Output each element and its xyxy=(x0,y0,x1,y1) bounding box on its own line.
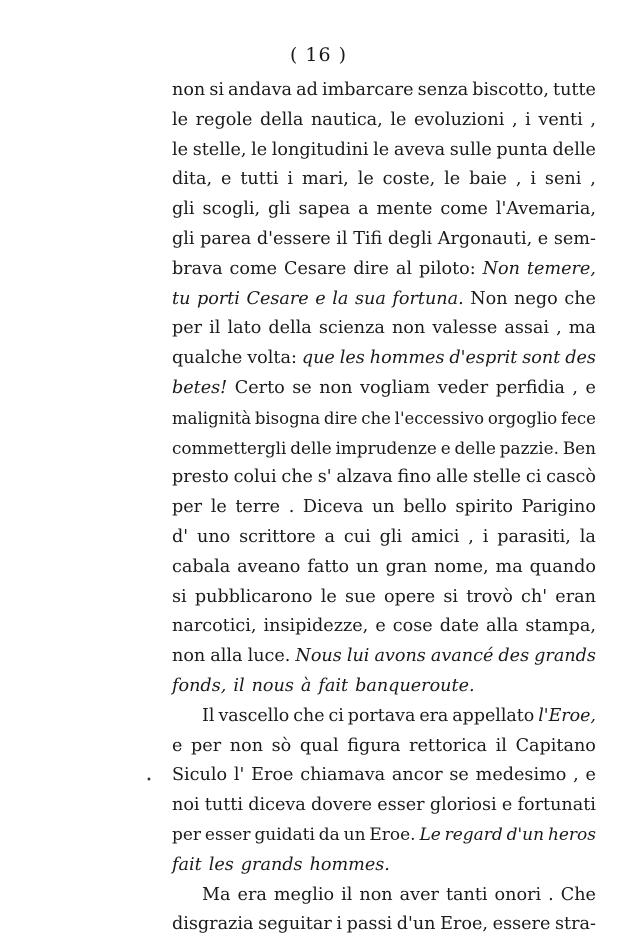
word: , xyxy=(511,109,518,130)
word: senza xyxy=(417,80,469,100)
text-line xyxy=(172,76,596,106)
word: il xyxy=(341,884,353,905)
text-line xyxy=(172,881,596,911)
italic-word: à xyxy=(300,675,312,696)
italic-word: il xyxy=(233,675,245,696)
word: stra- xyxy=(555,914,596,935)
word: valesse xyxy=(432,318,498,339)
word: si xyxy=(209,80,224,100)
word: dire xyxy=(323,408,358,428)
word: perfidia xyxy=(495,377,565,398)
word: mari, xyxy=(301,169,349,190)
word: le xyxy=(444,169,461,190)
word: le xyxy=(320,586,337,607)
word: , xyxy=(573,765,579,786)
word: presto xyxy=(172,467,229,488)
italic-word: l'Eroe, xyxy=(538,705,596,726)
word: l'eccessivo xyxy=(394,408,485,428)
word: Che xyxy=(560,884,596,905)
word: della xyxy=(259,109,304,130)
word: malignità xyxy=(172,408,252,428)
word: tutte xyxy=(553,80,596,100)
text-line xyxy=(172,463,596,493)
word: meglio xyxy=(273,884,335,905)
word: longitudini xyxy=(271,139,369,160)
italic-word: betes! xyxy=(172,377,228,398)
word: gran xyxy=(385,556,428,577)
word: colui xyxy=(233,467,277,488)
text-line xyxy=(172,732,596,762)
word: alle xyxy=(435,467,469,488)
word: amici xyxy=(411,526,460,547)
word: Cesare xyxy=(284,258,347,279)
word: che xyxy=(281,467,313,488)
word: biscotto, xyxy=(472,80,549,100)
word: cascò xyxy=(546,467,596,488)
word: venti xyxy=(538,109,583,130)
word: le xyxy=(251,139,268,160)
word: nego xyxy=(514,288,558,309)
word: cabala xyxy=(172,556,231,577)
word: vogliam xyxy=(360,377,431,398)
ink-speck: • xyxy=(146,775,152,786)
word: non xyxy=(172,80,206,100)
word: , xyxy=(556,318,562,339)
word: passi xyxy=(346,914,393,935)
word: dire xyxy=(353,258,389,279)
word: da xyxy=(318,824,340,845)
word: bisogna xyxy=(254,408,321,428)
word: era xyxy=(237,884,267,905)
word: evoluzioni xyxy=(414,109,505,130)
word: eran xyxy=(555,586,596,607)
text-line xyxy=(172,255,596,285)
italic-word: des xyxy=(498,646,530,667)
text-line xyxy=(172,523,596,553)
word: Ma xyxy=(202,884,231,905)
word: spirito xyxy=(455,497,513,518)
word: veder xyxy=(437,377,489,398)
word: qual xyxy=(299,735,339,756)
word: per xyxy=(172,497,203,518)
word: d' xyxy=(172,526,189,547)
word: i xyxy=(525,109,531,130)
word: imprudenze xyxy=(335,437,437,458)
word: le xyxy=(373,139,390,160)
word: stelle, xyxy=(192,139,247,160)
italic-word: hommes. xyxy=(309,854,390,875)
word: non xyxy=(359,884,393,905)
italic-word: fortuna. xyxy=(392,288,464,309)
word: figura xyxy=(347,735,401,756)
italic-word: les xyxy=(208,854,234,875)
word: non xyxy=(172,646,206,667)
word: esser xyxy=(204,824,251,845)
italic-word: fait xyxy=(172,854,202,875)
text-line xyxy=(172,702,596,732)
word: degli xyxy=(387,228,433,249)
word: disgrazia xyxy=(172,914,254,935)
word: delle xyxy=(454,437,496,458)
italic-word: temere, xyxy=(526,258,596,279)
word: che xyxy=(293,705,325,726)
word: Eroe, xyxy=(440,914,489,935)
text-line xyxy=(172,791,596,821)
text-line xyxy=(172,612,596,642)
word: pazzie. xyxy=(499,437,559,458)
word: si xyxy=(443,586,458,607)
text-line xyxy=(172,344,596,374)
text-line xyxy=(172,106,596,136)
word: come xyxy=(440,199,488,220)
italic-word: Non xyxy=(482,258,520,279)
word: parasiti, xyxy=(497,526,571,547)
word: Tifi xyxy=(353,228,383,249)
word: scrittore xyxy=(239,526,316,547)
word: alzava xyxy=(336,467,393,488)
word: fortunati xyxy=(517,795,596,816)
word: appellato xyxy=(452,705,535,726)
word: diceva xyxy=(248,795,306,816)
word: ad xyxy=(296,80,318,100)
word: che xyxy=(361,408,391,428)
word: aveano xyxy=(237,556,301,577)
word: baie xyxy=(469,169,507,190)
word: aver xyxy=(399,884,439,905)
word: Il xyxy=(202,705,215,726)
word: portava xyxy=(347,705,416,726)
italic-word: avancé xyxy=(430,646,494,667)
text-line xyxy=(172,285,596,315)
word: nautica, xyxy=(310,109,383,130)
word: per xyxy=(172,824,202,845)
word: fino xyxy=(397,467,432,488)
text-line xyxy=(172,672,596,702)
italic-word: sont xyxy=(522,348,561,369)
word: imbarcare xyxy=(321,80,414,100)
word: Parigino xyxy=(521,497,596,518)
word: a xyxy=(324,526,336,547)
word: fece xyxy=(561,408,596,428)
word: d'un xyxy=(396,914,436,935)
italic-word: heros xyxy=(547,824,596,845)
word: che xyxy=(564,288,596,309)
word: piloto: xyxy=(418,258,476,279)
italic-word: fonds, xyxy=(172,675,227,696)
word: regole xyxy=(195,109,253,130)
word: ma xyxy=(495,556,523,577)
word: seni xyxy=(544,169,582,190)
body-text xyxy=(172,76,596,940)
word: il xyxy=(495,735,507,756)
text-line xyxy=(172,314,596,344)
word: Non xyxy=(470,288,508,309)
word: qualche xyxy=(172,348,243,369)
word: le xyxy=(357,169,374,190)
word: onori xyxy=(494,884,542,905)
word: brava xyxy=(172,258,223,279)
page-number: ( 16 ) xyxy=(289,44,348,66)
word: Ben xyxy=(562,437,596,458)
word: tanti xyxy=(445,884,488,905)
word: sò xyxy=(271,735,292,756)
word: le xyxy=(210,497,227,518)
word: s' xyxy=(317,467,332,488)
word: quando xyxy=(529,556,596,577)
word: , xyxy=(468,526,474,547)
word: scienza xyxy=(318,318,385,339)
word: cui xyxy=(343,526,371,547)
italic-word: Le xyxy=(419,824,441,845)
word: rettorica xyxy=(409,735,488,756)
word: alla xyxy=(486,616,519,637)
word: Eroe xyxy=(251,765,294,786)
word: ch' xyxy=(521,586,548,607)
text-line xyxy=(172,493,596,523)
word: Diceva xyxy=(302,497,364,518)
italic-word: hommes xyxy=(369,348,445,369)
word: sapea xyxy=(298,199,351,220)
word: Capitano xyxy=(515,735,596,756)
word: l' xyxy=(233,765,245,786)
word: i xyxy=(530,169,536,190)
word: scogli, xyxy=(202,199,261,220)
word: sulle xyxy=(449,139,492,160)
word: un xyxy=(343,824,366,845)
word: andava xyxy=(228,80,293,100)
word: gli xyxy=(268,199,291,220)
word: e xyxy=(537,228,549,249)
word: trovò xyxy=(466,586,513,607)
word: esser xyxy=(377,795,425,816)
text-line xyxy=(172,165,596,195)
word: delle xyxy=(290,437,332,458)
word: essere xyxy=(492,914,551,935)
word: e xyxy=(585,765,596,786)
word: ci xyxy=(525,467,542,488)
word: nome, xyxy=(434,556,489,577)
text-line xyxy=(172,195,596,225)
word: parea xyxy=(200,228,252,249)
word: ma xyxy=(568,318,596,339)
word: e xyxy=(220,169,232,190)
text-line xyxy=(172,583,596,613)
italic-word: banqueroute. xyxy=(355,675,475,696)
word: e xyxy=(501,795,513,816)
word: medesimo xyxy=(475,765,567,786)
word: vascello xyxy=(218,705,290,726)
word: stelle xyxy=(472,467,522,488)
word: e xyxy=(585,377,596,398)
italic-word: porti xyxy=(196,288,240,309)
word: tutti xyxy=(204,795,243,816)
word: , xyxy=(572,377,579,398)
word: per xyxy=(172,318,203,339)
italic-word: grands xyxy=(240,854,303,875)
word: il xyxy=(209,318,221,339)
word: insipidezze, xyxy=(263,616,369,637)
word: le xyxy=(390,109,407,130)
word: dovere xyxy=(311,795,373,816)
word: la xyxy=(579,526,596,547)
word: a xyxy=(358,199,369,220)
word: narcotici, xyxy=(172,616,257,637)
word: guidati xyxy=(254,824,315,845)
italic-word: d'esprit xyxy=(449,348,518,369)
word: le xyxy=(172,109,189,130)
italic-word: grands xyxy=(534,646,596,667)
word: lato xyxy=(227,318,262,339)
word: fatto xyxy=(307,556,350,577)
word: si xyxy=(172,586,187,607)
word: stampa, xyxy=(525,616,596,637)
word: aveva xyxy=(393,139,446,160)
word: cose xyxy=(392,616,433,637)
word: della xyxy=(268,318,312,339)
word: assai xyxy=(504,318,549,339)
word: seguitar xyxy=(258,914,332,935)
italic-word: des xyxy=(565,348,596,369)
italic-word: que xyxy=(301,348,335,369)
word: delle xyxy=(552,139,596,160)
word: un xyxy=(355,556,379,577)
word: date xyxy=(439,616,479,637)
text-line xyxy=(172,553,596,583)
word: non xyxy=(319,377,353,398)
word: luce. xyxy=(247,646,291,667)
italic-word: tu xyxy=(172,288,191,309)
word: se xyxy=(449,765,469,786)
italic-word: e xyxy=(315,288,326,309)
word: i xyxy=(287,169,294,190)
word: orgoglio xyxy=(487,408,558,428)
italic-word: nous xyxy=(251,675,294,696)
italic-word: sua xyxy=(354,288,386,309)
italic-word: avons xyxy=(374,646,426,667)
italic-word: lui xyxy=(346,646,370,667)
word: pubblicarono xyxy=(194,586,313,607)
text-line xyxy=(172,434,596,464)
word: Eroe. xyxy=(369,824,416,845)
italic-word: Nous xyxy=(295,646,342,667)
word: le xyxy=(172,139,189,160)
word: Siculo xyxy=(172,765,228,786)
word: un xyxy=(371,497,395,518)
word: alla xyxy=(210,646,243,667)
word: l'Avemaria, xyxy=(495,199,596,220)
italic-word: d'un xyxy=(506,824,545,845)
word: ci xyxy=(328,705,344,726)
text-line xyxy=(172,821,596,851)
word: al xyxy=(395,258,413,279)
word: e xyxy=(172,735,183,756)
italic-word: la xyxy=(332,288,349,309)
text-line xyxy=(172,761,596,791)
word: . xyxy=(548,884,554,905)
word: come xyxy=(229,258,278,279)
word: mente xyxy=(376,199,433,220)
word: d'essere xyxy=(256,228,331,249)
word: i xyxy=(482,526,489,547)
word: il xyxy=(336,228,348,249)
italic-word: fait xyxy=(318,675,349,696)
word: e xyxy=(375,616,386,637)
word: coste, xyxy=(382,169,436,190)
word: gli xyxy=(172,228,195,249)
word: era xyxy=(419,705,449,726)
word: gli xyxy=(379,526,403,547)
word: terre xyxy=(235,497,281,518)
word: commettergli xyxy=(172,437,287,458)
word: punta xyxy=(496,139,548,160)
italic-word: les xyxy=(339,348,365,369)
text-line xyxy=(172,910,596,940)
word: gli xyxy=(172,199,195,220)
word: chiamava xyxy=(300,765,386,786)
word: ancor xyxy=(391,765,443,786)
word: i xyxy=(336,914,343,935)
word: , xyxy=(515,169,522,190)
text-line xyxy=(172,404,596,434)
word: e xyxy=(440,437,451,458)
word: volta: xyxy=(247,348,297,369)
word: tutti xyxy=(240,169,279,190)
word: gloriosi xyxy=(429,795,497,816)
word: dita, xyxy=(172,169,213,190)
word: . xyxy=(288,497,295,518)
word: se xyxy=(292,377,312,398)
word: Argonauti, xyxy=(437,228,533,249)
word: bello xyxy=(403,497,447,518)
italic-word: regard xyxy=(444,824,503,845)
word: per xyxy=(191,735,222,756)
word: uno xyxy=(197,526,231,547)
word: , xyxy=(590,169,596,190)
word: noi xyxy=(172,795,200,816)
word: Certo xyxy=(234,377,285,398)
word: non xyxy=(391,318,426,339)
word: , xyxy=(590,109,596,130)
text-line xyxy=(172,136,596,166)
text-line xyxy=(172,225,596,255)
text-line xyxy=(172,851,596,881)
word: sem- xyxy=(553,228,596,249)
word: non xyxy=(229,735,264,756)
italic-word: Cesare xyxy=(246,288,309,309)
word: sue xyxy=(345,586,376,607)
word: opere xyxy=(384,586,436,607)
text-line xyxy=(172,374,596,404)
text-line xyxy=(172,642,596,672)
